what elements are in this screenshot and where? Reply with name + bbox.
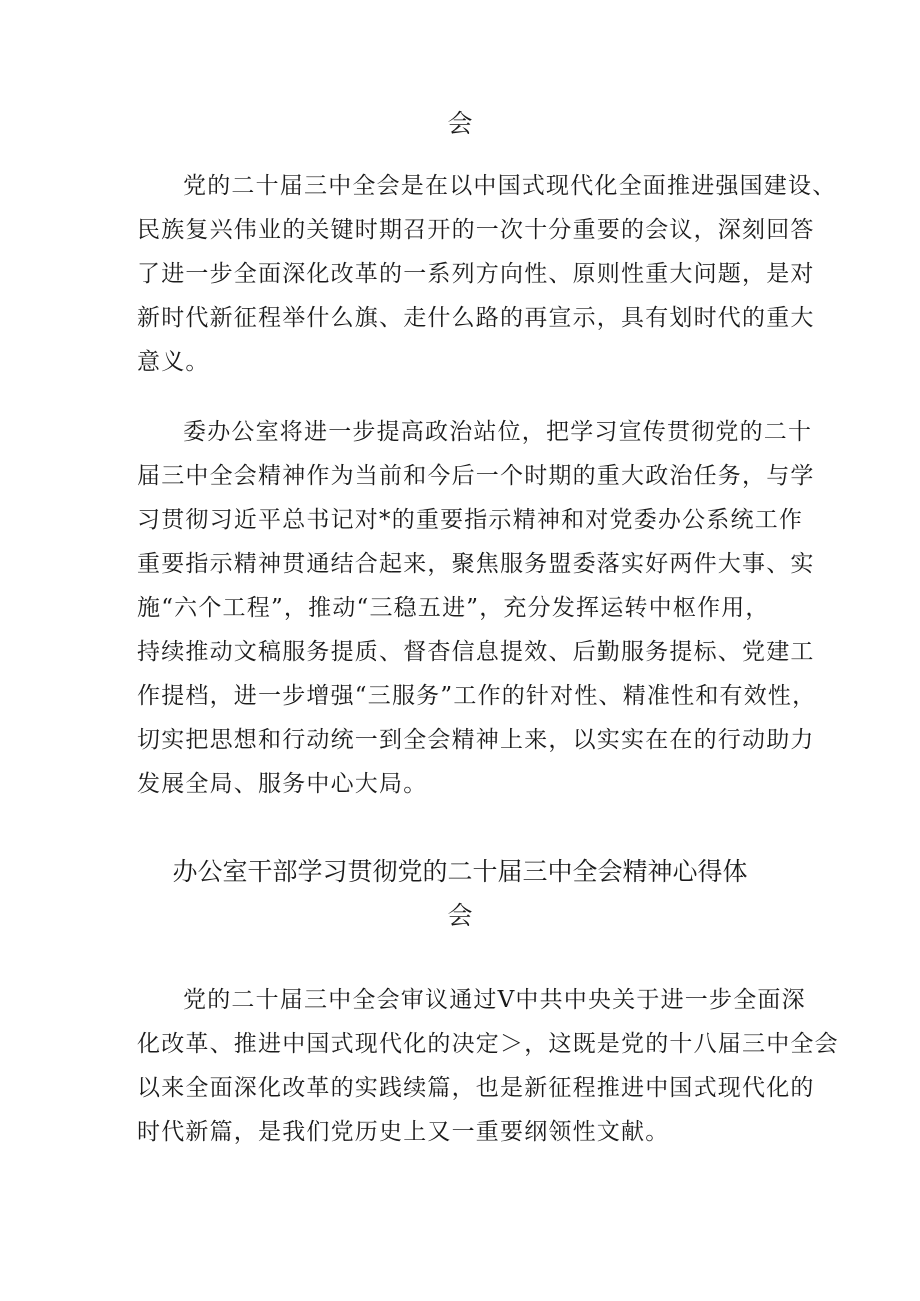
paragraph-line: 重要指示精神贯通结合起来，聚焦服务盟委落实好两件大事、实 (137, 551, 815, 577)
section2-title-line1: 办公室干部学习贯彻党的二十届三中全会精神心得体 (172, 857, 748, 886)
paragraph-line: 时代新篇，是我们党历史上又一重要纲领性文献。 (137, 1119, 670, 1145)
paragraph-line: 意义。 (137, 349, 210, 375)
section2-title-line2: 会 (447, 901, 473, 930)
paragraph-line: 委办公室将进一步提高政治站位，把学习宣传贯彻党的二十 (183, 419, 813, 445)
paragraph-line: 民族复兴伟业的关键时期召开的一次十分重要的会议，深刻回答 (137, 217, 815, 243)
paragraph-line: 化改革、推进中国式现代化的决定＞，这既是党的十八届三中全会 (137, 1031, 839, 1057)
paragraph-line: 发展全局、服务中心大局。 (137, 771, 428, 797)
paragraph-line: 党的二十届三中全会审议通过V中共中央关于进一步全面深 (183, 987, 806, 1013)
paragraph-line: 新时代新征程举什么旗、走什么路的再宣示，具有划时代的重大 (137, 305, 815, 331)
section2-paragraph-1 (137, 978, 839, 1154)
paragraph-line: 切实把思想和行动统一到全会精神上来，以实实在在的行动助力 (137, 727, 815, 753)
section1-title-tail: 会 (447, 109, 473, 138)
section1-paragraph-1 (137, 164, 837, 384)
section1-paragraph-2 (137, 410, 817, 806)
paragraph-line: 了进一步全面深化改革的一系列方向性、原则性重大问题，是对 (137, 261, 815, 287)
paragraph-line: 施“六个工程”，推动“三稳五进”，充分发挥运转中枢作用， (137, 595, 770, 621)
paragraph-line: 习贯彻习近平总书记对*的重要指示精神和对党委办公系统工作 (137, 507, 804, 533)
paragraph-line: 党的二十届三中全会是在以中国式现代化全面推进强国建设、 (183, 173, 837, 199)
paragraph-line: 以来全面深化改革的实践续篇，也是新征程推进中国式现代化的 (137, 1075, 815, 1101)
paragraph-line: 作提档，进一步增强“三服务”工作的针对性、精准性和有效性， (137, 683, 817, 709)
paragraph-line: 持续推动文稿服务提质、督杳信息提效、后勤服务提标、党建工 (137, 639, 815, 665)
paragraph-line: 届三中全会精神作为当前和今后一个时期的重大政治任务，与学 (137, 463, 815, 489)
